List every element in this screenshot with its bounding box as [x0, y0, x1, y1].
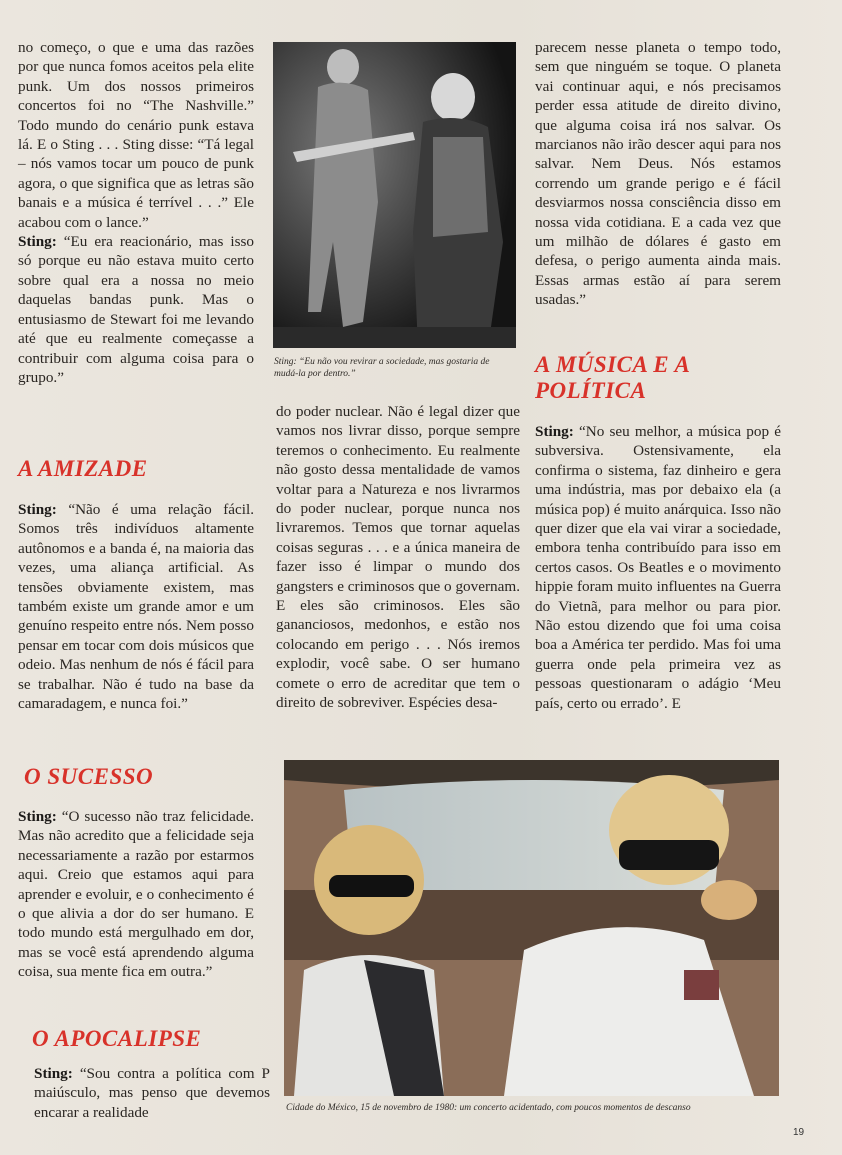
- speaker-label: Sting:: [18, 808, 57, 825]
- speaker-label: Sting:: [18, 501, 57, 518]
- column-left-amizade: [18, 500, 254, 713]
- section-heading-apocalipse: O APOCALIPSE: [32, 1026, 202, 1051]
- column-middle: [276, 402, 520, 713]
- page-number: 19: [793, 1127, 805, 1138]
- column-left-apocalipse: [34, 1064, 270, 1122]
- paragraph: Sting: “Eu era reacionário, mas isso só porque eu não estava muito certo sobre qual era a nossa no meio daquelas bandas punk. Mas o entusiasmo de Stewart foi me levando até que eu realmente começasse a contribuir com alguma coisa para o grupo.”: [18, 233, 254, 386]
- paragraph: Sting: “O sucesso não traz felicidade. Mas não acredito que a felicidade seja necessariamente a razão por estarmos aqui. Creio que estamos aqui para aprender e evoluir, e o conhecimento é o que alivia a dor do ser humano. E todo mundo está mergulhado em dor, mas se você está aprendendo alguma coisa, sua mente fica em outra.”: [18, 808, 254, 981]
- car-photo: [284, 760, 779, 1096]
- paragraph: Sting: “No seu melhor, a música pop é subversiva. Ostensivamente, ela confirma o sistema, faz dinheiro e gera uma indústria, mas por debaixo ela (a música pop) é muito anárquica. Isso não quer dizer que ela vai virar a sociedade, embora tenha contribuído para isso em certos casos. Os Beatles e o movimento hippie foram muito influentes na Guerra do Vietnã, para melhor ou para pior. Não estou dizendo que foi uma coisa boa a América ter perdido. Mas foi uma guerra onde pela primeira vez as pessoas questionaram o adágio ‘Meu país, certo ou errado’. E: [535, 423, 781, 712]
- speaker-label: Sting:: [535, 423, 574, 440]
- paragraph: parecem nesse planeta o tempo todo, sem que ninguém se toque. O planeta vai continuar aqui, e nós precisamos perder essa atitude de direito divino, que alguma coisa irá nos salvar. Os marcianos não irão descer aqui para nos salvar. Nem Deus. Nós estamos correndo um grande perigo e é fácil desviarmos nossa consciência disso em nossa vida cotidiana. E a cada vez que um milhão de dólares é gasto em defesa, o perigo aumenta ainda mais. Essas armas estão aí para serem usadas.”: [535, 39, 781, 309]
- section-heading-amizade: A AMIZADE: [18, 456, 148, 481]
- paragraph: do poder nuclear. Não é legal dizer que vamos nos livrar disso, porque sempre teremos o conhecimento. Eu realmente não gosto dessa mentalidade de vamos voltar para a Natureza e nos livrarmos do poder nuclear, porque nunca nos livraremos. Temos que tornar aquelas coisas seguras . . . e a única maneira de fazer isso é limpar o mundo dos gangsters e criminosos que o governam. E eles são criminosos. Eles são gananciosos, medonhos, e estão nos colocando em perigo . . . Nós iremos explodir, você sabe. O ser humano comete o erro de acreditar que tem o direito de sobreviver. Espécies desa-: [276, 403, 520, 712]
- column-left: [18, 38, 254, 387]
- paragraph: no começo, o que e uma das razões por que nunca fomos aceitos pela elite punk. Um dos nossos primeiros concertos foi no “The Nashville.” Todo mundo do cenário punk estava lá. E o Sting . . . Sting disse: “Tá legal – nós vamos tocar um pouco de punk agora, o que significa que as letras são banais e a música é terrível . . .” Ele acabou com o lance.”: [18, 39, 254, 231]
- column-right-musica: [535, 422, 781, 713]
- speaker-label: Sting:: [34, 1065, 73, 1082]
- section-heading-sucesso: O SUCESSO: [24, 764, 154, 789]
- photo-caption-bottom: Cidade do México, 15 de novembro de 1980: um concerto acidentado, com poucos momentos de descanso: [286, 1103, 691, 1113]
- photo-caption-top: Sting: “Eu não vou revirar a sociedade, mas gostaria de mudá-la por dentro.”: [274, 357, 490, 379]
- concert-photo: [273, 42, 516, 348]
- paragraph: Sting: “Não é uma relação fácil. Somos três indivíduos altamente autônomos e a banda é, na maioria das vezes, uma aliança artificial. As tensões obviamente existem, mas também existe um grande amor e um genuíno respeito entre nós. Nem posso pensar em tocar com dois músicos que odeio. Mas nenhum de nós é fácil para se trabalhar. Não é tudo na base da camaradagem, e nunca foi.”: [18, 501, 254, 713]
- section-heading-musica: A MÚSICA E A POLÍTICA: [535, 352, 690, 403]
- paragraph: Sting: “Sou contra a política com P maiúsculo, mas penso que devemos encarar a realidade: [34, 1065, 270, 1121]
- speaker-label: Sting:: [18, 233, 57, 251]
- column-right: [535, 38, 781, 310]
- column-left-sucesso: [18, 807, 254, 982]
